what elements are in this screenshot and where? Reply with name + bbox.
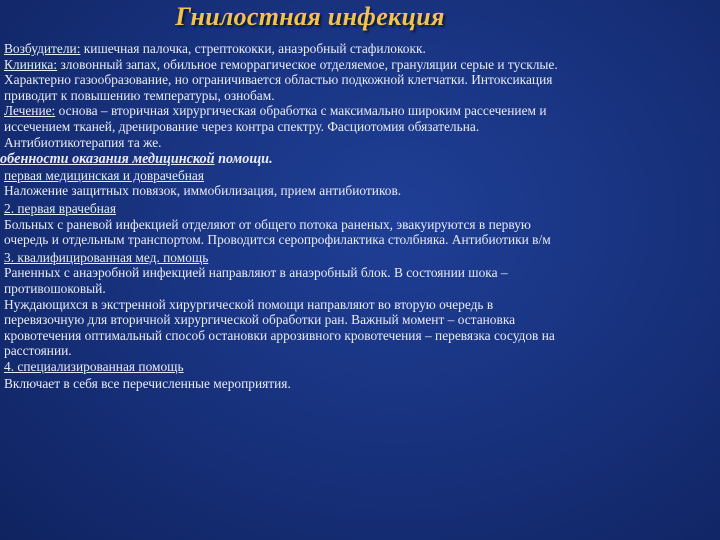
treatment-paragraph: [4, 103, 720, 119]
pathogens-paragraph: [4, 41, 720, 57]
slide-title: Гнилостная инфекция: [175, 2, 445, 31]
level2-label-line: [4, 201, 720, 217]
pathogens-text: кишечная палочка, стрептококки, анаэробный стафилококк.: [80, 41, 426, 56]
level4-label-line: [4, 359, 720, 375]
clinic-text-line: зловонный запах, обильное геморрагическое отделяемое, грануляции серые и тусклые.: [57, 56, 558, 72]
level3-text-line: Раненных с анаэробной инфекцией направляют в анаэробный блок. В состоянии шока –: [4, 265, 508, 281]
treatment-text-line: основа – вторичная хирургическая обработка с максимально широким рассечением и: [55, 103, 547, 119]
clinic-text-line: приводит к повышению температуры, ознобам.: [4, 87, 275, 103]
clinic-label: Клиника:: [4, 56, 58, 72]
care-features-heading: [0, 152, 720, 168]
level3-text-line: Нуждающихся в экстренной хирургической помощи направляют во вторую очередь в: [4, 296, 494, 312]
heading-part: помощи: [214, 151, 270, 168]
heading-part-underlined: обенности оказания медицинской: [0, 151, 215, 168]
heading-period: .: [269, 151, 273, 168]
level3-text-line: расстоянии.: [4, 343, 72, 359]
treatment-label: Лечение:: [4, 103, 56, 119]
level3-text-line: противошоковый.: [4, 280, 106, 296]
clinic-text-line: Характерно газообразование, но ограничивается областью подкожной клетчатки. Интоксикация: [4, 72, 553, 88]
level1-label-line: [4, 168, 720, 184]
treatment-text-line: Антибиотикотерапия та же.: [4, 134, 162, 150]
level1-label: первая медицинская и доврачебная: [4, 167, 205, 183]
level1-text-line: Наложение защитных повязок, иммобилизация, прием антибиотиков.: [4, 183, 402, 199]
level4-text-line: Включает в себя все перечисленные мероприятия.: [4, 376, 291, 392]
level2-label: 2. первая врачебная: [4, 200, 116, 216]
level2-text-line: очередь и отдельным транспортом. Проводится серопрофилактика столбняка. Антибиотики в/м: [4, 232, 551, 248]
slide-body: [0, 41, 720, 392]
treatment-text-line: иссечением тканей, дренирование через контра спектру. Фасциотомия обязательна.: [4, 118, 480, 134]
level3-label: 3. квалифицированная мед. помощь: [4, 249, 209, 265]
level3-text-line: перевязочную для вторичной хирургической обработки ран. Важный момент – остановка: [4, 312, 516, 328]
level3-text-line: кровотечения оптимальный способ остановки аррозивного кровотечения – перевязка сосудов на: [4, 327, 555, 343]
level3-label-line: [4, 250, 720, 266]
level2-text-line: Больных с раневой инфекцией отделяют от общего потока раненых, эвакуируются в первую: [4, 216, 531, 232]
pathogens-label: Возбудители:: [4, 41, 81, 56]
level4-label: 4. специализированная помощь: [4, 358, 184, 374]
clinic-paragraph: [4, 57, 720, 73]
